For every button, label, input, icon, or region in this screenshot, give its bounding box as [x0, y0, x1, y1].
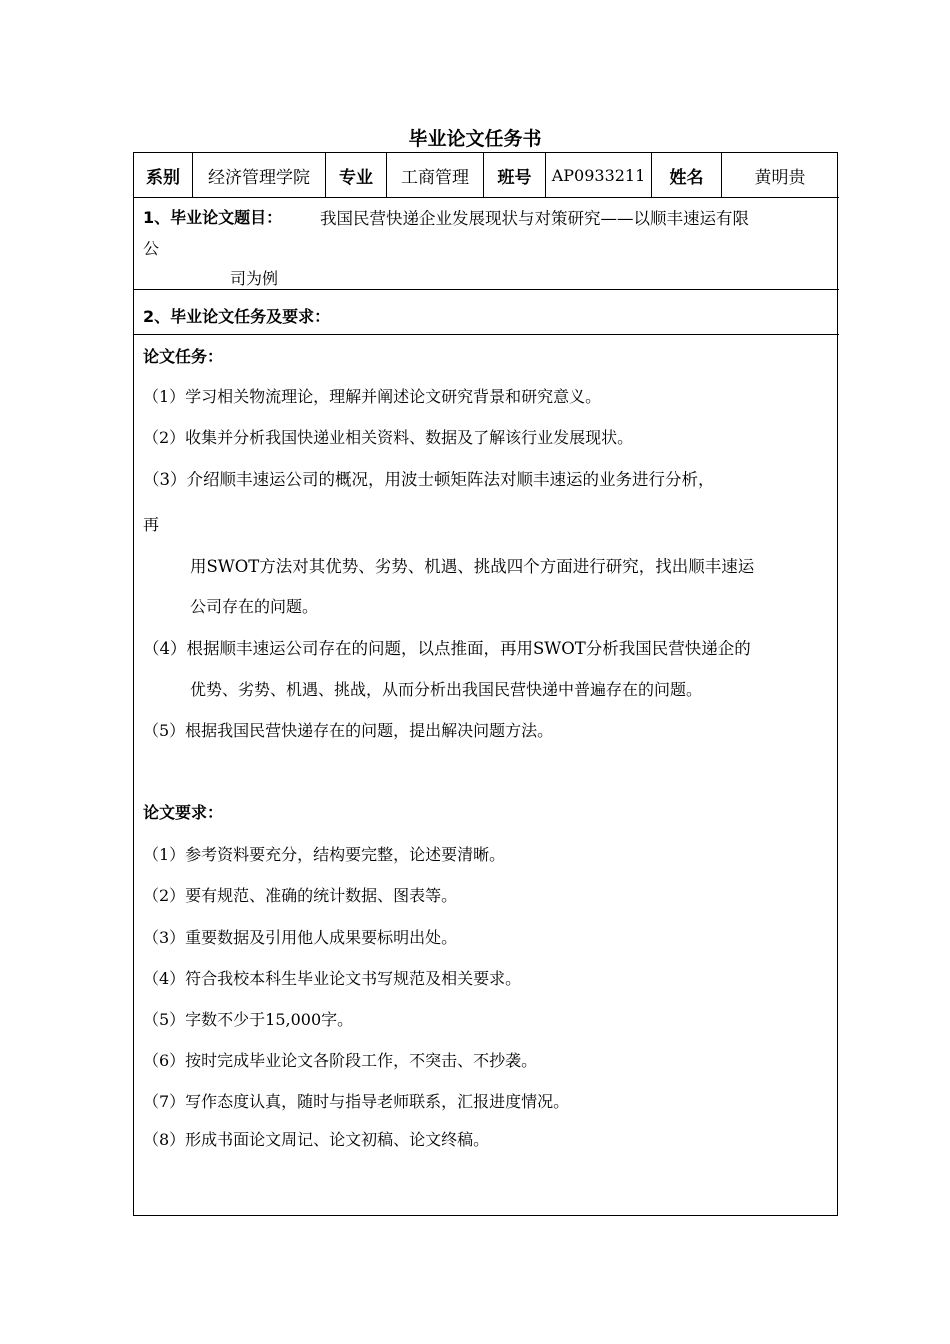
requirement-item: （3）重要数据及引用他人成果要标明出处。: [143, 928, 458, 947]
task-item-5: （5）根据我国民营快递存在的问题，提出解决问题方法。: [143, 721, 554, 740]
dept-value: 经济管理学院: [208, 168, 310, 188]
document-title: 毕业论文任务书: [408, 128, 542, 150]
task-item-3-line-1: （3）介绍顺丰速运公司的概况，用波士顿矩阵法对顺丰速运的业务进行分析，: [143, 470, 715, 489]
topic-line-2: 公: [143, 239, 160, 258]
requirement-item: （5）字数不少于15,000字。: [143, 1010, 354, 1029]
major-label: 专业: [339, 168, 373, 188]
requirement-item: （1）参考资料要充分，结构要完整，论述要清晰。: [143, 845, 506, 864]
tasks-heading: 论文任务：: [143, 347, 224, 366]
class-label: 班号: [497, 168, 532, 188]
task-item-3-line-2: 再: [143, 515, 160, 534]
task-item-3-line-3: 用SWOT方法对其优势、劣势、机遇、挑战四个方面进行研究，找出顺丰速运: [190, 557, 755, 576]
major-value: 工商管理: [401, 168, 469, 188]
requirement-item: （6）按时完成毕业论文各阶段工作，不突击、不抄袭。: [143, 1051, 538, 1070]
dept-label: 系别: [146, 168, 180, 188]
topic-line-1: 我国民营快递企业发展现状与对策研究——以顺丰速运有限: [320, 209, 749, 228]
task-item-2: （2）收集并分析我国快递业相关资料、数据及了解该行业发展现状。: [143, 428, 634, 447]
name-value: 黄明贵: [754, 168, 806, 188]
requirement-item: （7）写作态度认真，随时与指导老师联系，汇报进度情况。: [143, 1092, 570, 1111]
row-divider-section2: [133, 334, 839, 335]
task-item-3-line-4: 公司存在的问题。: [190, 597, 319, 616]
requirement-item: （2）要有规范、准确的统计数据、图表等。: [143, 886, 458, 905]
topic-label: 1、毕业论文题目：: [143, 208, 283, 227]
row-divider-topic: [133, 289, 839, 290]
name-label: 姓名: [669, 168, 704, 188]
class-value: AP0933211: [551, 166, 646, 185]
requirement-item: （4）符合我校本科生毕业论文书写规范及相关要求。: [143, 969, 522, 988]
task-item-4-line-1: （4）根据顺丰速运公司存在的问题，以点推面，再用SWOT分析我国民营快递企的: [143, 639, 751, 658]
task-item-4-line-2: 优势、劣势、机遇、挑战，从而分析出我国民营快递中普遍存在的问题。: [190, 680, 703, 699]
requirements-heading: 论文要求：: [143, 803, 224, 822]
section2-heading: 2、毕业论文任务及要求：: [143, 307, 331, 326]
requirement-item: （8）形成书面论文周记、论文初稿、论文终稿。: [143, 1130, 490, 1149]
topic-line-3: 司为例: [230, 269, 279, 288]
task-item-1: （1）学习相关物流理论，理解并阐述论文研究背景和研究意义。: [143, 387, 602, 406]
